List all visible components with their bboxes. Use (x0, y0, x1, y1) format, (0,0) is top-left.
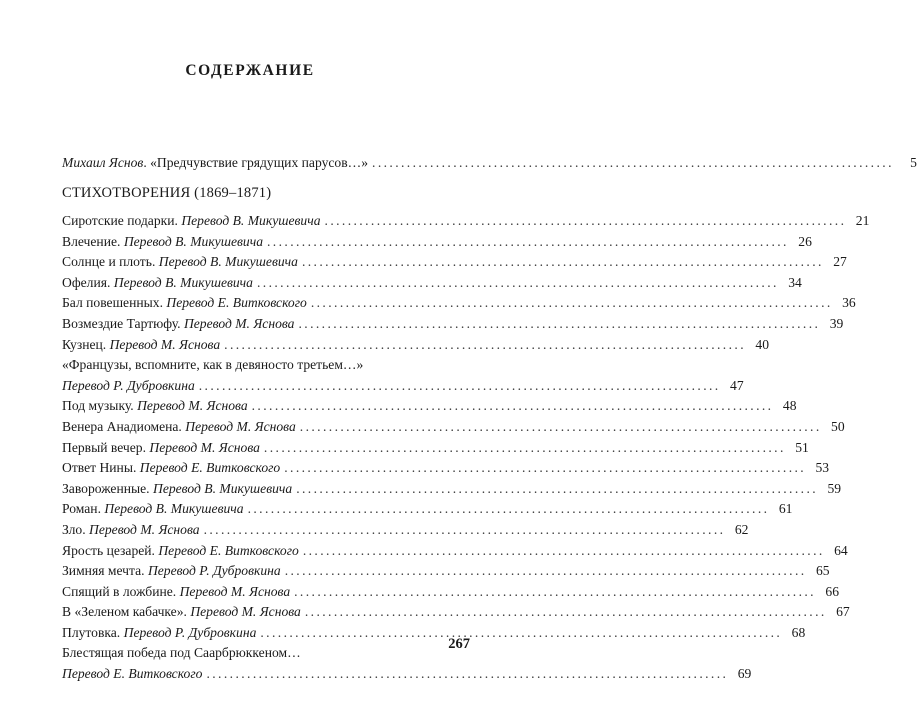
page-number: 67 (836, 604, 850, 620)
entry-translator: Перевод М. Яснова (137, 398, 248, 414)
entry-title: Офелия. (62, 274, 111, 290)
toc-entry-text (62, 153, 368, 174)
entry-translator: Перевод Е. Витковского (62, 666, 203, 682)
dot-leader: .......................................................................................... (294, 583, 816, 599)
page-number: 61 (778, 501, 793, 517)
toc-entry-text (62, 438, 260, 459)
toc-entry-text (62, 252, 298, 273)
dot-leader: .......................................................................................... (251, 398, 774, 414)
entry-translator: Перевод М. Яснова (183, 315, 295, 331)
entry-translator: Перевод В. Микушевича (153, 480, 293, 496)
dot-leader: .......................................................................................... (267, 233, 789, 249)
entry-title: Венера Анадиомена. (62, 418, 182, 434)
entry-title: Плутовка. (62, 624, 121, 640)
dot-leader: .......................................................................................... (260, 624, 783, 640)
section-heading: СТИХОТВОРЕНИЯ (1869–1871) (62, 185, 272, 201)
page-number: 68 (791, 624, 806, 640)
toc-entry-text (62, 499, 244, 520)
dot-leader: .......................................................................................... (284, 460, 807, 476)
entry-translator: Перевод М. Яснова (190, 604, 301, 620)
entry-title: Ярость цезарей. (62, 542, 155, 558)
toc-row (62, 479, 842, 500)
entry-translator: Перевод М. Яснова (109, 336, 221, 352)
entry-title: В «Зеленом кабачке». (62, 604, 187, 620)
folio-page-number: 267 (448, 636, 470, 652)
dot-leader: .......................................................................................... (302, 542, 825, 558)
entry-title: Завороженные. (62, 480, 150, 496)
toc-entry-text (62, 273, 253, 294)
dot-leader: .......................................................................................... (298, 315, 821, 331)
page-number: 59 (827, 480, 842, 496)
dot-leader: .......................................................................................... (263, 439, 786, 455)
entry-title: Роман. (62, 501, 101, 517)
toc-entry (62, 355, 744, 396)
page-number: 39 (829, 315, 844, 331)
entry-title: Кузнец. (62, 336, 107, 352)
page-number: 40 (755, 336, 769, 352)
entry-translator: Перевод Е. Витковского (139, 460, 281, 476)
toc-entry-text (62, 520, 200, 541)
page-number: 21 (855, 213, 870, 228)
entry-translator: Перевод В. Микушевича (104, 501, 244, 517)
entry-translator: Перевод Р. Дубровкина (147, 563, 281, 579)
toc-row (62, 335, 769, 356)
toc-entry-text (62, 396, 248, 417)
toc-entry-text (62, 211, 321, 232)
toc-row (62, 541, 848, 562)
toc-row (62, 396, 797, 417)
page-number: 5 (910, 155, 917, 170)
toc-row (62, 232, 812, 253)
dot-leader: .......................................................................................... (372, 155, 894, 170)
page-number: 62 (734, 521, 749, 537)
entry-title: Зимняя мечта. (62, 563, 145, 579)
entry-title: Бал повешенных. (62, 295, 163, 311)
entry-translator: Перевод М. Яснова (179, 583, 291, 599)
page-number: 64 (834, 542, 848, 558)
dot-leader: .......................................................................................... (324, 213, 847, 228)
entry-title: Ответ Нины. (62, 460, 137, 476)
entry-translator: Перевод Е. Витковского (166, 295, 307, 311)
toc-entry-text (62, 314, 294, 335)
dot-leader: .......................................................................................... (247, 501, 770, 517)
page-title: СОДЕРЖАНИЕ (185, 62, 315, 79)
entry-title: Возмездие Тартюфу. (62, 315, 181, 331)
intro-author: Михаил Яснов (62, 155, 144, 170)
toc-row (62, 376, 744, 397)
page-number: 26 (798, 233, 812, 249)
page-number: 51 (795, 439, 809, 455)
dot-leader: .......................................................................................... (284, 563, 807, 579)
toc-entry-text (62, 479, 292, 500)
toc-row (62, 520, 749, 541)
entry-title: Влечение. (62, 233, 121, 249)
toc-row (62, 664, 752, 685)
entry-translator: Перевод М. Яснова (149, 439, 260, 455)
dot-leader: .......................................................................................... (299, 418, 822, 434)
toc-row (62, 499, 793, 520)
entry-title: Блестящая победа под Саарбрюккеном… (62, 645, 301, 661)
dot-leader: .......................................................................................... (301, 254, 824, 270)
toc-entry-text (62, 458, 280, 479)
entry-translator: Перевод М. Яснова (185, 418, 296, 434)
dot-leader: .......................................................................................... (203, 521, 726, 537)
intro-title: . «Предчувствие грядущих парусов…» (143, 155, 369, 170)
toc-entry-text (62, 417, 296, 438)
toc-entry-text (62, 623, 256, 644)
entry-title: Сиротские подарки. (62, 213, 178, 228)
toc-row (62, 417, 845, 438)
entry-title: Спящий в ложбине. (62, 583, 177, 599)
dot-leader: .......................................................................................... (256, 274, 779, 290)
page-number: 47 (730, 377, 744, 393)
page-number: 53 (815, 460, 830, 476)
page-number: 48 (782, 398, 797, 414)
toc-row (62, 582, 839, 603)
entry-translator: Перевод В. Микушевича (181, 213, 321, 228)
toc-entry-text (62, 582, 290, 603)
toc-row (62, 273, 802, 294)
entry-translator: Перевод Е. Витковского (158, 542, 299, 558)
dot-leader: .......................................................................................... (198, 377, 721, 393)
entry-title: Первый вечер. (62, 439, 146, 455)
entry-translator: Перевод М. Яснова (89, 521, 200, 537)
entry-title: Зло. (62, 521, 86, 537)
dot-leader: .......................................................................................... (224, 336, 746, 352)
toc-row (62, 252, 847, 273)
entry-title: «Французы, вспомните, как в девяносто третьем…» (62, 357, 364, 373)
entry-translator: Перевод В. Микушевича (113, 274, 253, 290)
entry-translator: Перевод Р. Дубровкина (62, 377, 195, 393)
toc-entry-text (62, 376, 195, 397)
toc-row (62, 314, 844, 335)
toc-row (62, 602, 850, 623)
page-number: 50 (831, 418, 845, 434)
toc-entry-text (62, 232, 263, 253)
toc-row (62, 293, 856, 314)
toc-row (62, 438, 809, 459)
dot-leader: .......................................................................................... (310, 295, 833, 311)
page-number: 27 (833, 254, 847, 270)
dot-leader: .......................................................................................... (206, 666, 729, 682)
toc-entry-text (62, 293, 307, 314)
toc-entry-text (62, 541, 299, 562)
toc-entry-text (62, 664, 202, 685)
toc-entry-line (62, 355, 424, 376)
page-number: 36 (842, 295, 856, 311)
toc-entry-line (62, 643, 424, 664)
toc-entry-text (62, 602, 301, 623)
entry-translator: Перевод В. Микушевича (158, 254, 298, 270)
entry-title: Под музыку. (62, 398, 134, 414)
toc-row (62, 561, 830, 582)
toc-row (62, 153, 917, 174)
intro-entry (62, 153, 917, 174)
page-number: 34 (788, 274, 802, 290)
page-number: 65 (815, 563, 830, 579)
page-number: 69 (737, 666, 752, 682)
toc-entry-text (62, 561, 281, 582)
entry-translator: Перевод Р. Дубровкина (123, 624, 257, 640)
dot-leader: .......................................................................................... (296, 480, 819, 496)
dot-leader: .......................................................................................... (304, 604, 827, 620)
toc-row (62, 458, 830, 479)
page-number: 66 (825, 583, 839, 599)
toc-entry-text (62, 335, 220, 356)
entry-translator: Перевод В. Микушевича (123, 233, 263, 249)
entry-title: Солнце и плоть. (62, 254, 156, 270)
toc-row (62, 211, 870, 232)
